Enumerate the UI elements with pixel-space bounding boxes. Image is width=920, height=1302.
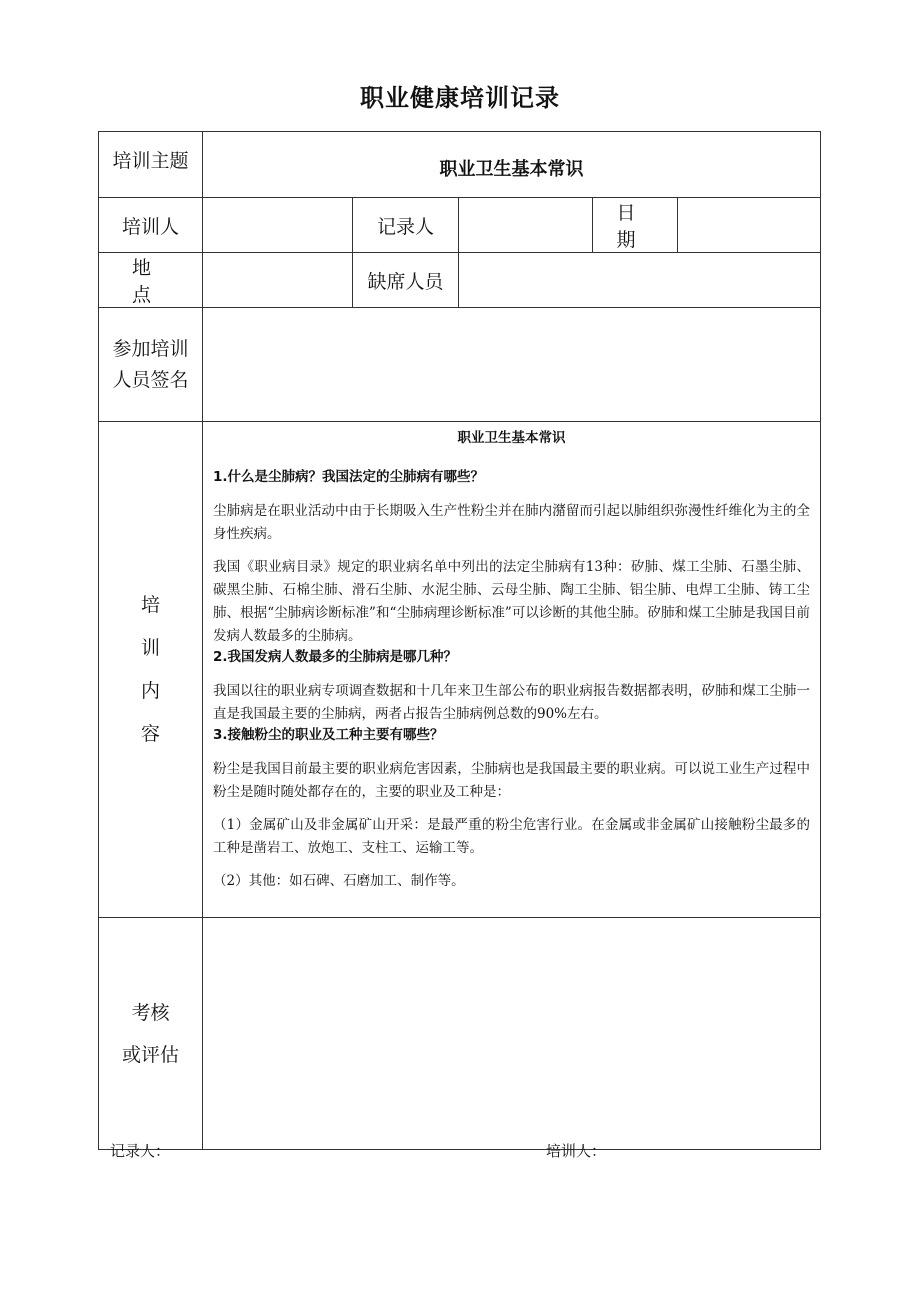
paragraph: 尘肺病是在职业活动中由于长期吸入生产性粉尘并在肺内潴留而引起以肺组织弥漫性纤维化为主的全身性疾病。 [213,503,810,542]
paragraph: 我国以往的职业病专项调查数据和十几年来卫生部公布的职业病报告数据都表明，矽肺和煤工尘肺一直是我国最主要的尘肺病，两者占报告尘肺病例总数的90%左右。 [213,683,810,722]
location-field[interactable] [203,253,353,308]
absent-field[interactable] [459,253,821,308]
trainer-label: 培训人 [99,198,203,253]
signature-label-line2: 人员签名 [112,368,189,391]
content-label-char: 容 [140,722,160,745]
topic-label: 培训主题 [99,132,203,198]
question-2: 2.我国发病人数最多的尘肺病是哪几种？ [213,649,458,665]
recorder-field[interactable] [459,198,593,253]
assessment-field[interactable] [203,918,821,1150]
recorder-label: 记录人 [353,198,459,253]
content-label-char: 内 [140,679,160,702]
paragraph: 粉尘是我国目前最主要的职业病危害因素，尘肺病也是我国最主要的职业病。可以说工业生产过程中粉尘是随时随处都存在的，主要的职业及工种是： [213,761,810,800]
date-label: 日期 [593,198,678,253]
content-label-char: 训 [140,636,160,659]
footer-recorder-label: 记录人： [110,1142,171,1160]
assessment-label [99,918,203,1150]
question-3: 3.接触粉尘的职业及工种主要有哪些？ [213,727,444,743]
signature-field[interactable] [203,308,821,422]
location-label: 地点 [99,253,203,308]
paragraph: （2）其他：如石碑、石磨加工、制作等。 [213,873,465,889]
content-label [99,422,203,918]
signature-label [99,308,203,422]
content-label-char: 培 [140,593,160,616]
signature-label-line1: 参加培训 [112,337,189,360]
assessment-label-line1: 考核 [131,1001,170,1024]
footer-trainer-label: 培训人： [546,1142,607,1160]
topic-value[interactable]: 职业卫生基本常识 [203,132,821,198]
question-1: 1.什么是尘肺病？我国法定的尘肺病有哪些？ [213,469,485,485]
trainer-field[interactable] [203,198,353,253]
assessment-label-line2: 或评估 [121,1043,179,1066]
content-body [203,422,821,918]
paragraph: （1）金属矿山及非金属矿山开采：是最严重的粉尘危害行业。在金属或非金属矿山接触粉尘最多的工种是凿岩工、放炮工、支柱工、运输工等。 [213,817,810,856]
absent-label: 缺席人员 [353,253,459,308]
content-title: 职业卫生基本常识 [457,430,566,446]
paragraph: 我国《职业病目录》规定的职业病名单中列出的法定尘肺病有13种：矽肺、煤工尘肺、石墨尘肺、碳黑尘肺、石棉尘肺、滑石尘肺、水泥尘肺、云母尘肺、陶工尘肺、铝尘肺、电焊工尘肺、铸工尘肺、根据“尘肺病诊断标准”和“尘肺病理诊断标准”可以诊断的其他尘肺。矽肺和煤工尘肺是我国目前发病人数最多的尘肺病。 [213,559,810,644]
document-title: 职业健康培训记录 [360,84,560,112]
training-record-form [98,131,821,1150]
date-field[interactable] [678,198,821,253]
